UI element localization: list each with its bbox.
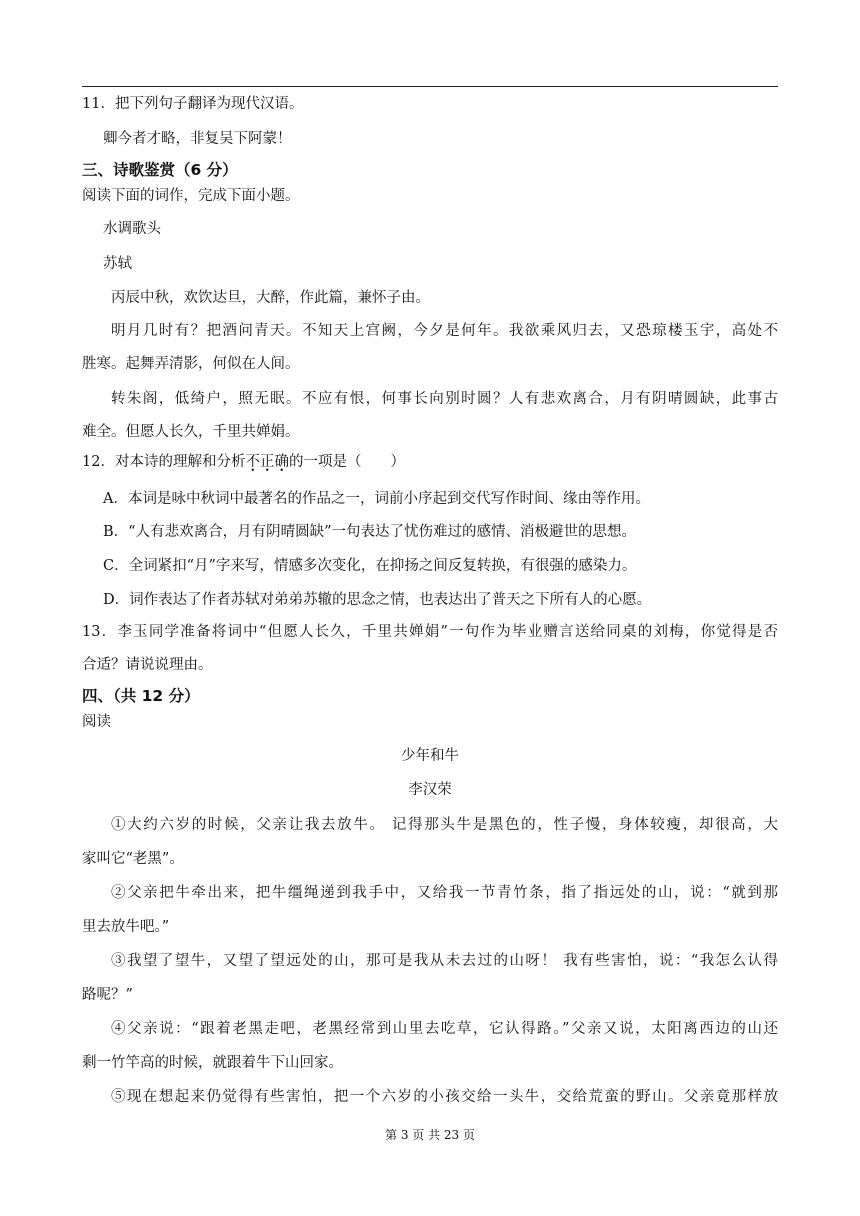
essay-p4-line1: ④父亲说：“跟着老黑走吧，老黑经常到山里去吃草，它认得路。”父亲又说，太阳离西边的山还 bbox=[111, 1021, 778, 1037]
poem-stanza2-line2: 难全。但愿人长久，千里共婵娟。 bbox=[82, 424, 300, 440]
section4-instruction: 阅读 bbox=[82, 714, 111, 730]
q12-prompt bbox=[82, 452, 778, 472]
q12-option-d: D．词作表达了作者苏轼对弟弟苏辙的思念之情，也表达出了普天之下所有人的心愿。 bbox=[103, 592, 652, 608]
poem-title: 水调歌头 bbox=[103, 221, 161, 237]
emphasis-char: 正 bbox=[259, 454, 275, 470]
page-number: 第 3 页 共 23 页 bbox=[385, 1128, 475, 1142]
q11-sentence: 卿今者才略，非复吴下阿蒙！ bbox=[103, 131, 292, 147]
essay-p5-line1: ⑤现在想起来仍觉得有些害怕，把一个六岁的小孩交给一头牛，交给荒蛮的野山。父亲竟那样放 bbox=[111, 1089, 778, 1105]
essay-p1-line2: 家叫它“老黑”。 bbox=[82, 851, 184, 867]
section3-heading: 三、诗歌鉴赏（6 分） bbox=[82, 161, 238, 179]
essay-p4-line2: 剩一竹竿高的时候，就跟着牛下山回家。 bbox=[82, 1055, 343, 1071]
essay-p1-line1: ①大约六岁的时候，父亲让我去放牛。 记得那头牛是黑色的，性子慢，身体较瘦，却很高，大 bbox=[111, 817, 778, 833]
q12-option-c: C．全词紧扣“月”字来写，情感多次变化，在抑扬之间反复转换，有很强的感染力。 bbox=[103, 558, 637, 574]
q13-line1: 13．李玉同学准备将词中“但愿人长久，千里共婵娟”一句作为毕业赠言送给同桌的刘梅，你觉得是否 bbox=[82, 624, 778, 640]
essay-p3-line1: ③我望了望牛，又望了望远处的山，那可是我从未去过的山呀！ 我有些害怕，说：“我怎么认得 bbox=[111, 953, 778, 969]
q12-prompt-before: 12．对本诗的理解和分析 bbox=[82, 454, 246, 470]
header-rule bbox=[82, 86, 778, 87]
essay-p2-line1: ②父亲把牛牵出来，把牛缰绳递到我手中，又给我一节青竹条，指了指远处的山，说：“就到那 bbox=[111, 885, 778, 901]
essay-p3-line2: 路呢？” bbox=[82, 987, 133, 1003]
emphasis-char: 确 bbox=[274, 454, 289, 470]
poem-stanza1-line2: 胜寒。起舞弄清影，何似在人间。 bbox=[82, 356, 300, 372]
section4-heading: 四、（共 12 分） bbox=[82, 687, 200, 705]
essay-p2-line2: 里去放牛吧。” bbox=[82, 919, 170, 935]
emphasis-char: 不 bbox=[245, 454, 260, 470]
q12-option-a: A．本词是咏中秋词中最著名的作品之一，词前小序起到交代写作时间、缘由等作用。 bbox=[103, 491, 650, 507]
poem-preface: 丙辰中秋，欢饮达旦，大醉，作此篇，兼怀子由。 bbox=[111, 290, 430, 306]
q12-option-b: B．“人有悲欢离合，月有阴晴圆缺”一句表达了忧伤难过的感情、消极避世的思想。 bbox=[103, 524, 636, 540]
essay-title: 少年和牛 bbox=[401, 748, 459, 764]
q12-prompt-emphasis bbox=[245, 454, 289, 470]
essay-author: 李汉荣 bbox=[408, 782, 452, 798]
q11-prompt: 11．把下列句子翻译为现代汉语。 bbox=[82, 96, 304, 112]
poem-stanza2-line1: 转朱阁，低绮户，照无眠。不应有恨，何事长向别时圆？人有悲欢离合，月有阴晴圆缺，此事古 bbox=[111, 391, 778, 407]
q12-prompt-after: 的一项是（ ） bbox=[288, 454, 405, 470]
q13-line2: 合适？请说说理由。 bbox=[82, 657, 213, 673]
poem-stanza1-line1: 明月几时有？把酒问青天。不知天上宫阙，今夕是何年。我欲乘风归去，又恐琼楼玉宇，高处不 bbox=[111, 323, 778, 339]
poem-author: 苏轼 bbox=[103, 256, 132, 272]
section3-instruction: 阅读下面的词作，完成下面小题。 bbox=[82, 188, 300, 204]
